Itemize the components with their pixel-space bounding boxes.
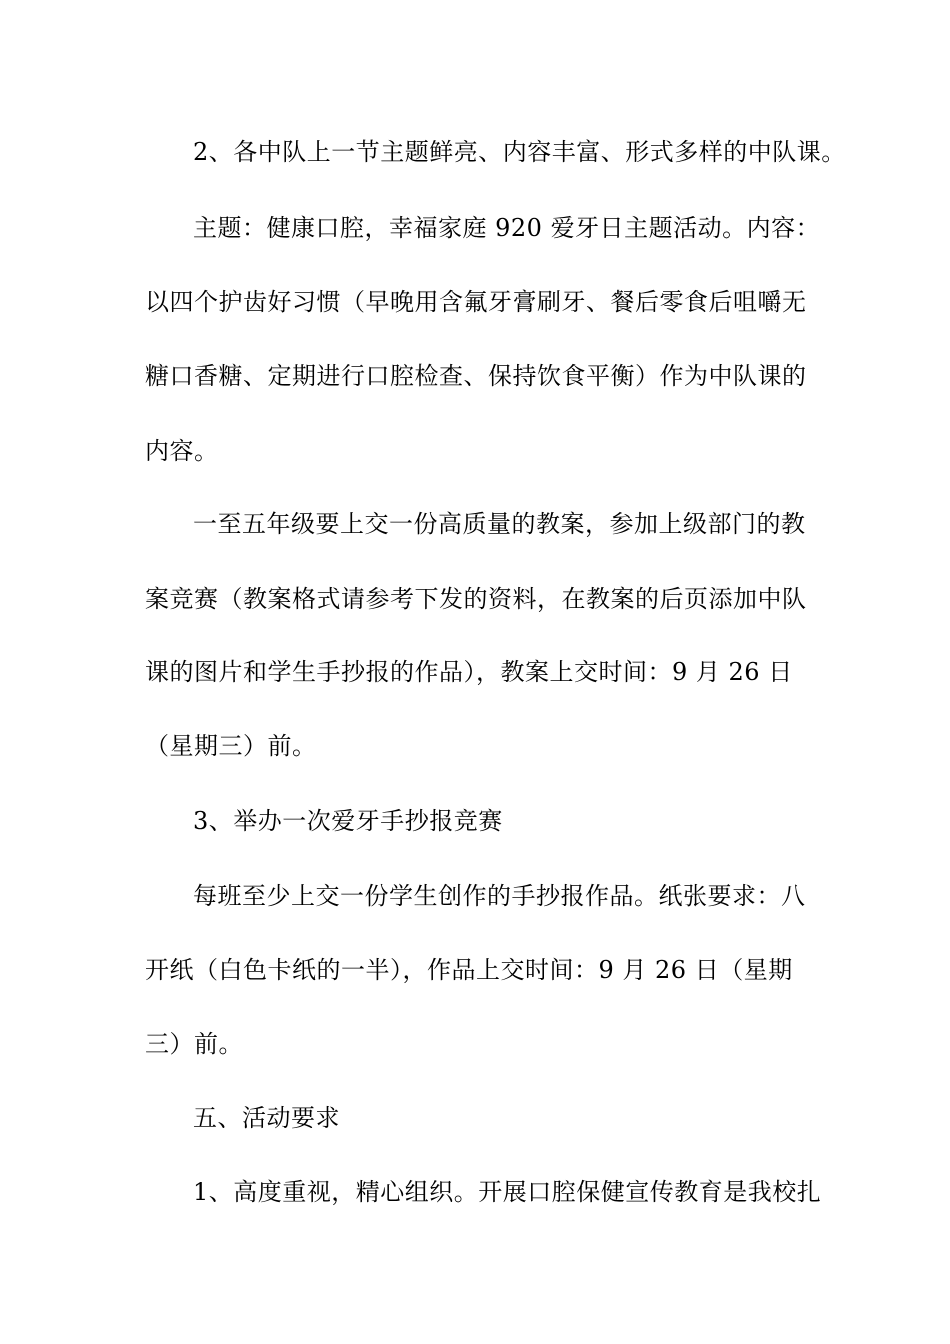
paragraph-line: 三）前。 (145, 1030, 243, 1058)
paragraph-line: 开纸（白色卡纸的一半），作品上交时间：9 月 26 日（星期 (145, 956, 793, 984)
paragraph-line: 2、各中队上一节主题鲜亮、内容丰富、形式多样的中队课。 (193, 138, 846, 166)
paragraph-line: 糖口香糖、定期进行口腔检查、保持饮食平衡）作为中队课的 (145, 362, 807, 390)
paragraph-line: 课的图片和学生手抄报的作品），教案上交时间：9 月 26 日 (145, 658, 793, 686)
paragraph-line: 1、高度重视，精心组织。开展口腔保健宣传教育是我校扎 (193, 1178, 822, 1206)
section-heading: 3、举办一次爱牙手抄报竞赛 (193, 807, 503, 835)
paragraph-line: 案竞赛（教案格式请参考下发的资料，在教案的后页添加中队 (145, 585, 807, 613)
paragraph-line: 每班至少上交一份学生创作的手抄报作品。纸张要求：八 (193, 882, 806, 910)
paragraph-line: （星期三）前。 (145, 732, 317, 760)
paragraph-line: 一至五年级要上交一份高质量的教案，参加上级部门的教 (193, 510, 806, 538)
paragraph-line: 以四个护齿好习惯（早晚用含氟牙膏刷牙、餐后零食后咀嚼无 (145, 288, 807, 316)
paragraph-line: 主题：健康口腔，幸福家庭 920 爱牙日主题活动。内容： (193, 214, 821, 242)
paragraph-line: 内容。 (145, 437, 219, 465)
section-heading: 五、活动要求 (193, 1104, 340, 1132)
